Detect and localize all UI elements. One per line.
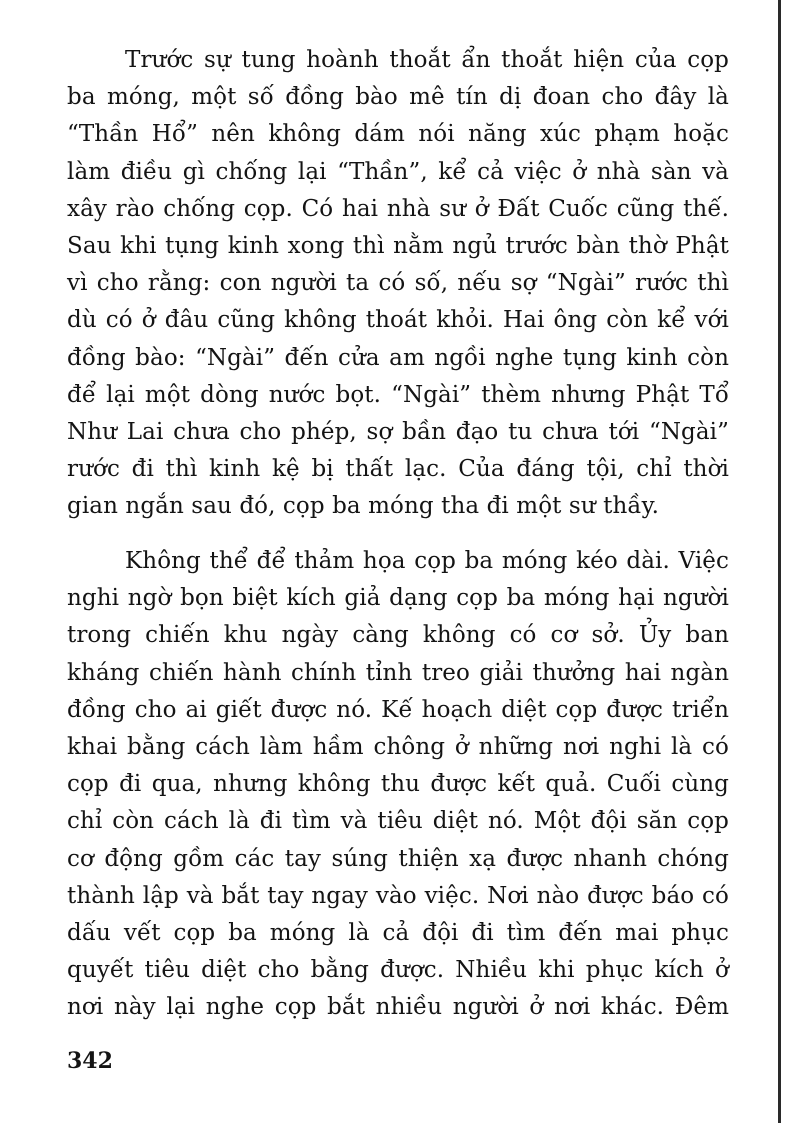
text-line: xây rào chống cọp. Có hai nhà sư ở Đất Cuốc cũng thế. [67,195,729,222]
text-line: thành lập và bắt tay ngay vào việc. Nơi nào được báo có [67,882,729,909]
text-line: dù có ở đâu cũng không thoát khỏi. Hai ông còn kể với [67,307,729,334]
text-line: Như Lai chưa cho phép, sợ bần đạo tu chưa tới “Ngài” [67,418,729,445]
text-line: Không thể để thảm họa cọp ba móng kéo dài. Việc [125,548,729,574]
text-line: Sau khi tụng kinh xong thì nằm ngủ trước bàn thờ Phật [67,232,729,259]
text-line: rước đi thì kinh kệ bị thất lạc. Của đáng tội, chỉ thời [67,456,729,483]
page-number: 342 [67,1048,113,1074]
text-line: quyết tiêu diệt cho bằng được. Nhiều khi phục kích ở [67,957,729,984]
text-line: gian ngắn sau đó, cọp ba móng tha đi một sư thầy. [67,493,660,520]
text-line: trong chiến khu ngày càng không có cơ sở. Ủy ban [67,622,729,649]
text-line: đồng bào: “Ngài” đến cửa am ngồi nghe tụng kinh còn [67,344,729,371]
page-edge-border [778,0,781,1123]
text-line: để lại một dòng nước bọt. “Ngài” thèm nhưng Phật Tổ [67,381,729,408]
paragraph-2 [67,543,729,1026]
text-line: kháng chiến hành chính tỉnh treo giải thưởng hai ngàn [67,659,729,686]
text-line: cơ động gồm các tay súng thiện xạ được nhanh chóng [67,845,729,872]
text-line: cọp đi qua, nhưng không thu được kết quả. Cuối cùng [67,771,729,798]
text-line: Trước sự tung hoành thoắt ẩn thoắt hiện của cọp [125,47,729,73]
text-line: dấu vết cọp ba móng là cả đội đi tìm đến mai phục [67,919,729,946]
text-line: chỉ còn cách là đi tìm và tiêu diệt nó. Một đội săn cọp [67,808,729,835]
text-line: làm điều gì chống lại “Thần”, kể cả việc ở nhà sàn và [67,158,729,185]
text-line: “Thần Hổ” nên không dám nói năng xúc phạm hoặc [67,121,729,148]
text-line: ba móng, một số đồng bào mê tín dị đoan cho đây là [67,84,729,111]
text-line: khai bằng cách làm hầm chông ở những nơi nghi là có [67,733,729,760]
text-line: nghi ngờ bọn biệt kích giả dạng cọp ba móng hại người [67,585,729,612]
text-line: vì cho rằng: con người ta có số, nếu sợ “Ngài” rước thì [67,270,729,297]
text-line: nơi này lại nghe cọp bắt nhiều người ở nơi khác. Đêm [67,994,729,1021]
text-line: đồng cho ai giết được nó. Kế hoạch diệt cọp được triển [67,696,729,723]
paragraph-1 [67,42,729,525]
